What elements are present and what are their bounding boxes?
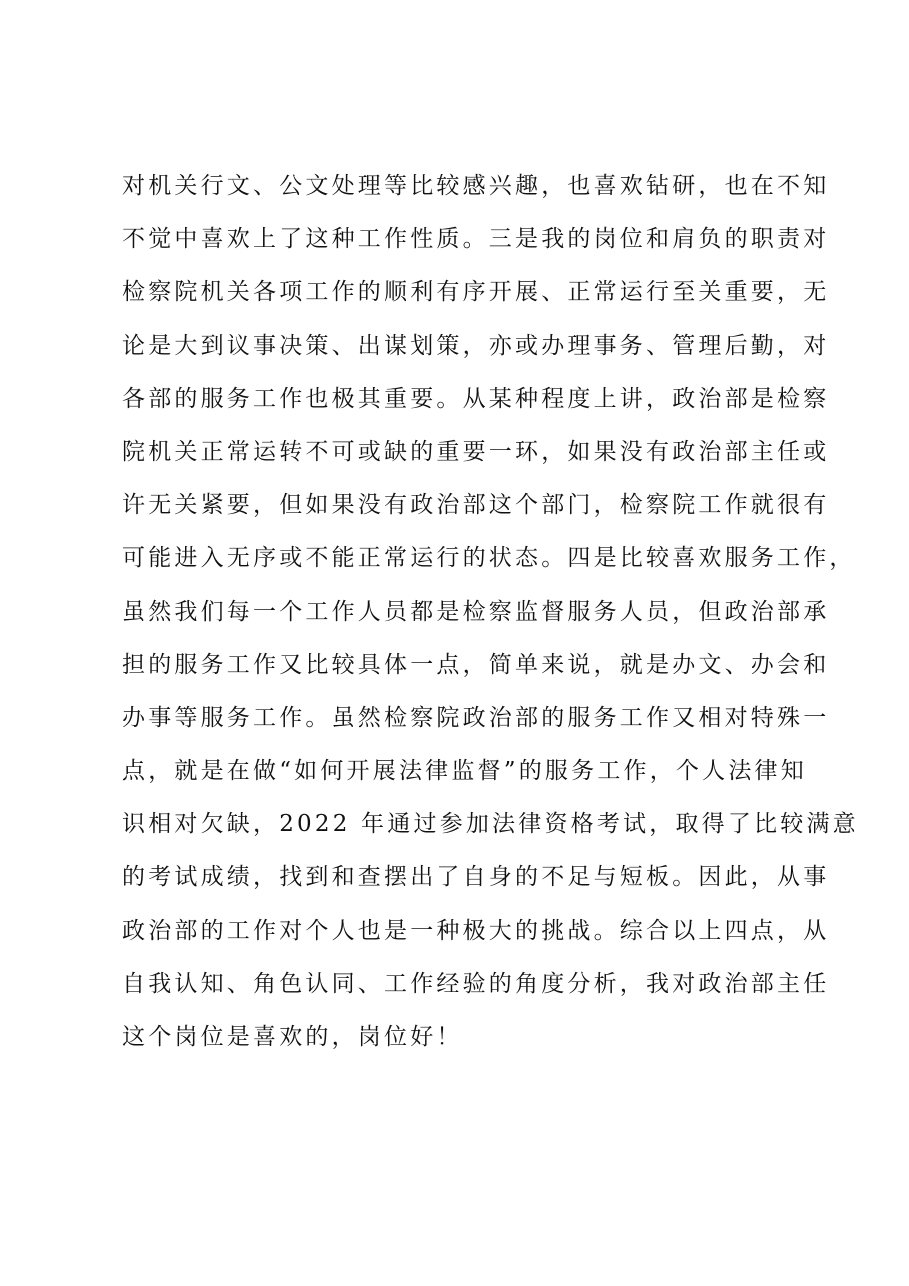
- text-line: 虽然我们每一个工作人员都是检察监督服务人员，但政治部承: [122, 598, 830, 625]
- text-line: 的考试成绩，找到和查摆出了自身的不足与短板。因此，从事: [122, 864, 830, 891]
- text-line: 这个岗位是喜欢的，岗位好！: [122, 1024, 463, 1050]
- text-line: 各部的服务工作也极其重要。从某种程度上讲，政治部是检察: [122, 385, 830, 412]
- text-line: 自我认知、角色认同、工作经验的角度分析，我对政治部主任: [122, 970, 830, 997]
- text-line: 点，就是在做“如何开展法律监督”的服务工作，个人法律知: [122, 758, 807, 785]
- body-paragraph: [122, 160, 859, 1064]
- text-line: 可能进入无序或不能正常运行的状态。四是比较喜欢服务工作，: [122, 545, 856, 572]
- text-line: 办事等服务工作。虽然检察院政治部的服务工作又相对特殊一: [122, 704, 830, 731]
- text-line: 论是大到议事决策、出谋划策，亦或办理事务、管理后勤，对: [122, 332, 830, 359]
- text-line: 对机关行文、公文处理等比较感兴趣，也喜欢钻研，也在不知: [122, 173, 830, 199]
- text-line: 许无关紧要，但如果没有政治部这个部门，检察院工作就很有: [122, 492, 830, 519]
- text-line: 担的服务工作又比较具体一点，简单来说，就是办文、办会和: [122, 651, 830, 678]
- text-line: 识相对欠缺，2022 年通过参加法律资格考试，取得了比较满意: [122, 811, 859, 838]
- text-line: 政治部的工作对个人也是一种极大的挑战。综合以上四点，从: [122, 917, 830, 944]
- text-line: 检察院机关各项工作的顺利有序开展、正常运行至关重要，无: [122, 279, 830, 306]
- text-line: 院机关正常运转不可或缺的重要一环，如果没有政治部主任或: [122, 438, 830, 465]
- text-line: 不觉中喜欢上了这种工作性质。三是我的岗位和肩负的职责对: [122, 226, 830, 253]
